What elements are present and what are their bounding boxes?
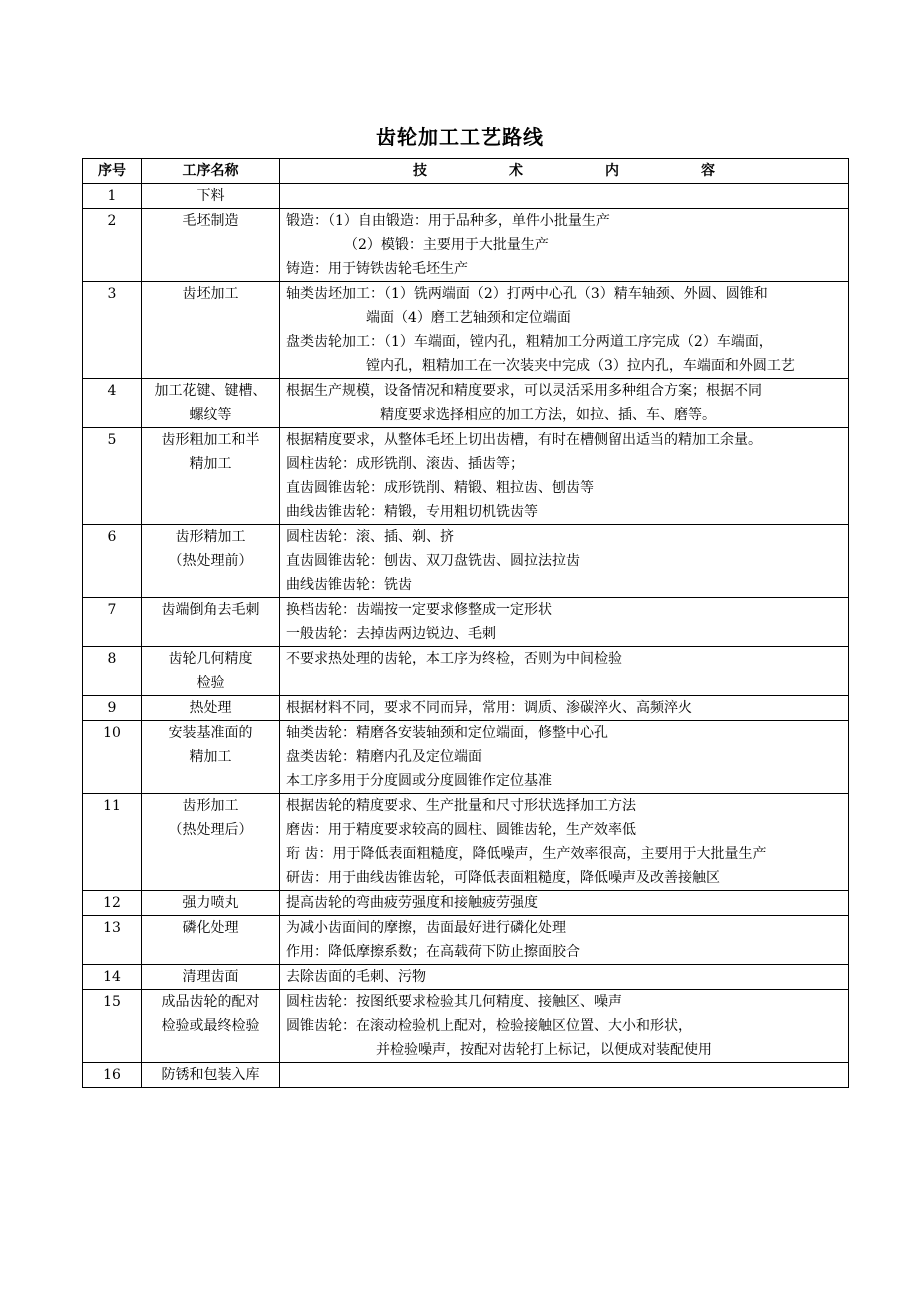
table-row <box>83 891 849 916</box>
row-no: 11 <box>83 794 142 891</box>
table-row <box>83 209 849 282</box>
header-content-char: 容 <box>701 163 715 179</box>
row-no: 14 <box>83 965 142 990</box>
row-process-name <box>142 647 280 696</box>
content-line: 根据齿轮的精度要求、生产批量和尺寸形状选择加工方法 <box>286 798 636 814</box>
content-line: 锻造：（1）自由锻造：用于品种多，单件小批量生产 <box>286 213 610 229</box>
row-name-line: 下料 <box>196 188 225 204</box>
content-line: 本工序多用于分度圆或分度圆锥作定位基准 <box>286 773 552 789</box>
row-no: 9 <box>83 696 142 721</box>
row-no: 6 <box>83 525 142 598</box>
content-line: 不要求热处理的齿轮，本工序为终检，否则为中间检验 <box>286 651 622 667</box>
row-content <box>280 379 849 428</box>
row-no: 12 <box>83 891 142 916</box>
row-no: 3 <box>83 282 142 379</box>
header-no: 序号 <box>83 159 142 184</box>
content-line: 轴类齿轮：精磨各安装轴颈和定位端面，修整中心孔 <box>286 725 608 741</box>
row-no: 1 <box>83 184 142 209</box>
table-row <box>83 965 849 990</box>
row-content <box>280 598 849 647</box>
row-name-line: （热处理后） <box>168 822 253 838</box>
row-name-line: 清理齿面 <box>182 969 239 985</box>
row-content <box>280 721 849 794</box>
row-content <box>280 282 849 379</box>
row-content <box>280 794 849 891</box>
table-row <box>83 696 849 721</box>
table-row <box>83 794 849 891</box>
content-line: 直齿圆锥齿轮：成形铣削、精锻、粗拉齿、刨齿等 <box>286 480 594 496</box>
row-process-name <box>142 282 280 379</box>
row-content <box>280 209 849 282</box>
page-title: 齿轮加工工艺路线 <box>376 125 544 149</box>
table-row <box>83 379 849 428</box>
table-row <box>83 1063 849 1088</box>
content-line: 根据生产规模，设备情况和精度要求，可以灵活采用多种组合方案；根据不同 <box>286 383 762 399</box>
table-row <box>83 647 849 696</box>
content-line: 盘类齿轮：精磨内孔及定位端面 <box>286 749 482 765</box>
row-process-name <box>142 379 280 428</box>
table-row <box>83 525 849 598</box>
header-process-name: 工序名称 <box>142 159 280 184</box>
process-route-table <box>82 158 849 1088</box>
content-line: 曲线齿锥齿轮：铣齿 <box>286 577 412 593</box>
row-content <box>280 965 849 990</box>
row-content <box>280 184 849 209</box>
row-no: 10 <box>83 721 142 794</box>
row-name-line: 强力喷丸 <box>182 895 239 911</box>
row-process-name <box>142 916 280 965</box>
row-name-line: 精加工 <box>189 456 232 472</box>
row-name-line: 齿端倒角去毛刺 <box>161 602 260 618</box>
content-line: 曲线齿锥齿轮：精锻，专用粗切机铣齿等 <box>286 504 538 520</box>
row-process-name <box>142 209 280 282</box>
row-name-line: 精加工 <box>189 749 232 765</box>
content-line: 一般齿轮：去掉齿两边锐边、毛刺 <box>286 626 496 642</box>
table-row <box>83 184 849 209</box>
row-name-line: 螺纹等 <box>189 407 232 423</box>
content-line: （2）模锻：主要用于大批量生产 <box>344 237 549 253</box>
row-content <box>280 525 849 598</box>
content-line: 端面（4）磨工艺轴颈和定位端面 <box>366 310 571 326</box>
row-name-line: 齿形粗加工和半 <box>161 432 260 448</box>
content-line: 珩 齿：用于降低表面粗糙度，降低噪声，生产效率很高，主要用于大批量生产 <box>286 846 767 862</box>
row-name-line: 热处理 <box>189 700 232 716</box>
row-name-line: 齿形精加工 <box>175 529 246 545</box>
table-row <box>83 282 849 379</box>
content-line: 根据精度要求，从整体毛坯上切出齿槽，有时在槽侧留出适当的精加工余量。 <box>286 432 762 448</box>
row-name-line: 齿坯加工 <box>182 286 239 302</box>
row-name-line: 加工花键、键槽、 <box>154 383 267 399</box>
row-content <box>280 916 849 965</box>
row-process-name <box>142 721 280 794</box>
row-process-name <box>142 598 280 647</box>
row-no: 8 <box>83 647 142 696</box>
header-content <box>280 159 849 184</box>
row-content <box>280 428 849 525</box>
content-line: 作用：降低摩擦系数；在高载荷下防止擦面胶合 <box>286 944 580 960</box>
table-row <box>83 916 849 965</box>
row-content <box>280 990 849 1063</box>
row-process-name <box>142 794 280 891</box>
content-line: 研齿：用于曲线齿锥齿轮，可降低表面粗糙度，降低噪声及改善接触区 <box>286 870 720 886</box>
row-process-name <box>142 891 280 916</box>
row-no: 13 <box>83 916 142 965</box>
content-line: 圆锥齿轮：在滚动检验机上配对，检验接触区位置、大小和形状， <box>286 1018 692 1034</box>
content-line: 圆柱齿轮：按图纸要求检验其几何精度、接触区、噪声 <box>286 994 622 1010</box>
row-content <box>280 696 849 721</box>
row-process-name <box>142 525 280 598</box>
row-name-line: 成品齿轮的配对 <box>161 994 260 1010</box>
table-row <box>83 721 849 794</box>
row-name-line: 齿轮几何精度 <box>168 651 253 667</box>
header-content-char: 技 <box>413 163 427 179</box>
table-header-row <box>83 159 849 184</box>
row-no: 15 <box>83 990 142 1063</box>
row-content <box>280 1063 849 1088</box>
content-line: 提高齿轮的弯曲疲劳强度和接触疲劳强度 <box>286 895 538 911</box>
row-name-line: 安装基准面的 <box>168 725 253 741</box>
row-no: 5 <box>83 428 142 525</box>
row-process-name <box>142 428 280 525</box>
table-row <box>83 598 849 647</box>
row-content <box>280 891 849 916</box>
row-name-line: 检验或最终检验 <box>161 1018 260 1034</box>
row-name-line: 磷化处理 <box>182 920 239 936</box>
content-line: 铸造：用于铸铁齿轮毛坯生产 <box>286 261 468 277</box>
row-no: 4 <box>83 379 142 428</box>
header-content-char: 内 <box>605 163 619 179</box>
content-line: 盘类齿轮加工：（1）车端面，镗内孔，粗精加工分两道工序完成（2）车端面， <box>286 334 773 350</box>
row-process-name <box>142 184 280 209</box>
row-name-line: 齿形加工 <box>182 798 239 814</box>
content-line: 圆柱齿轮：滚、插、剃、挤 <box>286 529 454 545</box>
row-process-name <box>142 696 280 721</box>
row-process-name <box>142 965 280 990</box>
row-content <box>280 647 849 696</box>
row-no: 16 <box>83 1063 142 1088</box>
row-name-line: 检验 <box>196 675 225 691</box>
row-no: 2 <box>83 209 142 282</box>
table-row <box>83 990 849 1063</box>
row-name-line: 防锈和包装入库 <box>161 1067 260 1083</box>
content-line: 并检验噪声，按配对齿轮打上标记，以便成对装配使用 <box>376 1042 712 1058</box>
content-line: 换档齿轮：齿端按一定要求修整成一定形状 <box>286 602 552 618</box>
content-line: 精度要求选择相应的加工方法，如拉、插、车、磨等。 <box>380 407 716 423</box>
content-line: 磨齿：用于精度要求较高的圆柱、圆锥齿轮，生产效率低 <box>286 822 636 838</box>
table-row <box>83 428 849 525</box>
row-process-name <box>142 1063 280 1088</box>
row-no: 7 <box>83 598 142 647</box>
header-content-char: 术 <box>509 163 523 179</box>
row-name-line: 毛坯制造 <box>182 213 239 229</box>
content-line: 镗内孔，粗精加工在一次装夹中完成（3）拉内孔，车端面和外圆工艺 <box>366 358 795 374</box>
content-line: 圆柱齿轮：成形铣削、滚齿、插齿等； <box>286 456 524 472</box>
content-line: 为减小齿面间的摩擦，齿面最好进行磷化处理 <box>286 920 566 936</box>
content-line: 去除齿面的毛刺、污物 <box>286 969 426 985</box>
content-line: 根据材料不同，要求不同而异，常用：调质、渗碳淬火、高频淬火 <box>286 700 692 716</box>
row-process-name <box>142 990 280 1063</box>
row-name-line: （热处理前） <box>168 553 253 569</box>
content-line: 直齿圆锥齿轮：刨齿、双刀盘铣齿、圆拉法拉齿 <box>286 553 580 569</box>
content-line: 轴类齿坯加工：（1）铣两端面（2）打两中心孔（3）精车轴颈、外圆、圆锥和 <box>286 286 768 302</box>
